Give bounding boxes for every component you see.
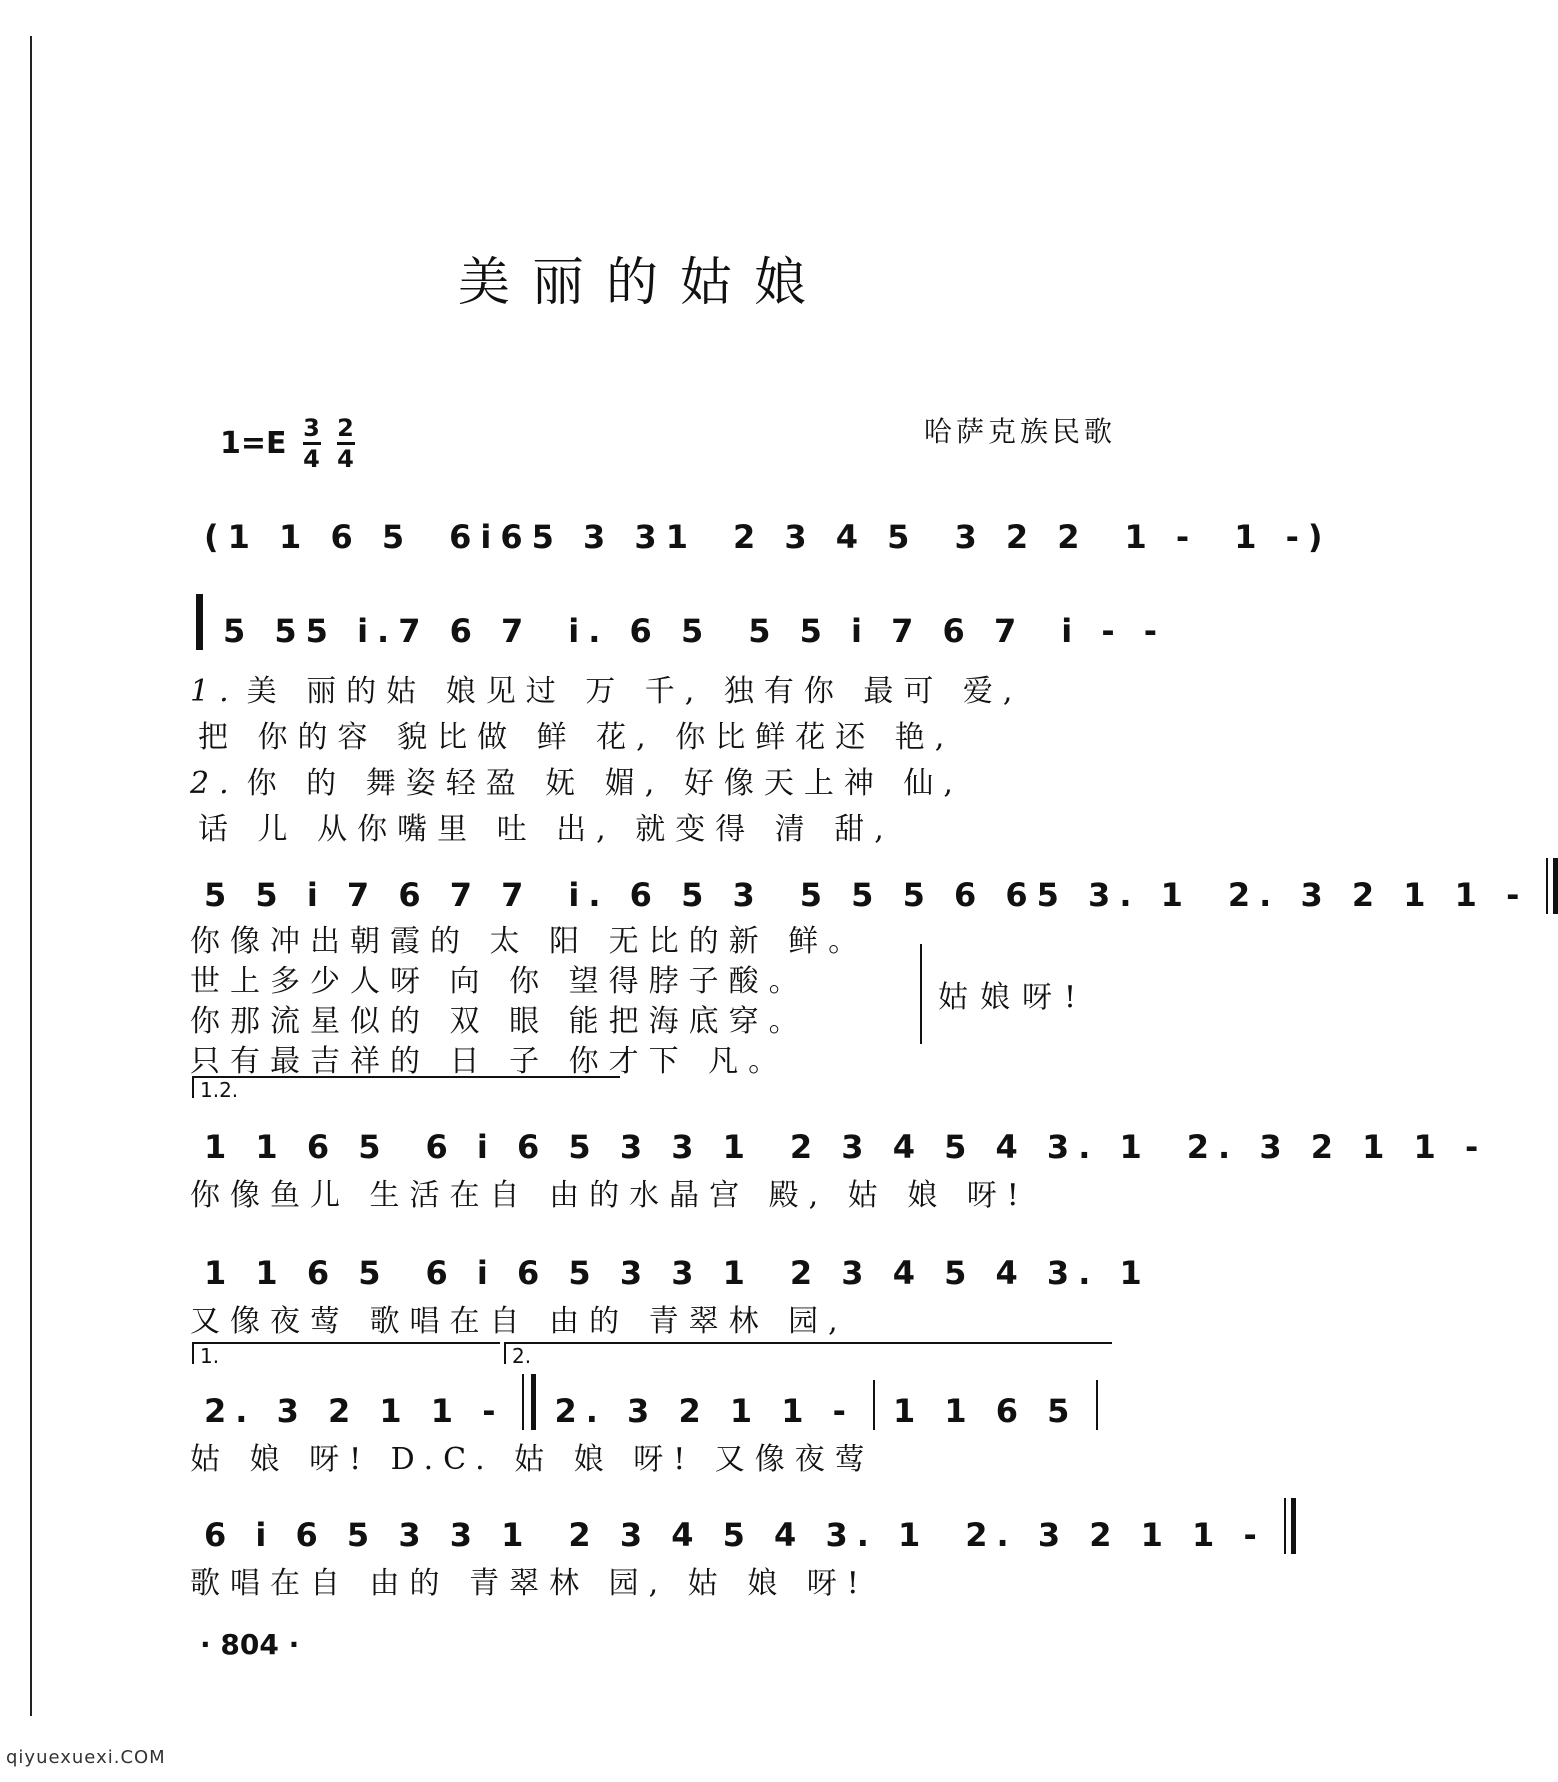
measure: 5 55 i.7 6 7 [223, 612, 533, 650]
measure: 2. 3 2 1 1 - [1227, 876, 1529, 914]
measure: 2 3 4 5 4 3. 1 [789, 1254, 1151, 1292]
measure: 6i65 3 31 [449, 518, 697, 556]
measure: i. 6 5 3 [568, 876, 764, 914]
lyric-line: 2. 你 的 舞姿轻盈 妩 媚, 好像天上神 仙, [190, 766, 963, 801]
measure: 1 1 6 5 [204, 1128, 390, 1166]
measure: 1 1 6 5 [892, 1392, 1079, 1430]
watermark: qiyuexuexi.COM [6, 1747, 166, 1768]
lyric-line: 1. 美 丽的姑 娘见过 万 千, 独有你 最可 爱, [190, 674, 1023, 709]
measure: i. 6 5 [568, 612, 713, 650]
measure: 5 5 5 6 65 3. 1 [799, 876, 1192, 914]
repeat-start [196, 594, 203, 650]
system-5 [190, 1236, 1151, 1292]
repeat-end [1546, 858, 1558, 914]
measure: 1 1 6 5 [204, 1254, 390, 1292]
lyric-line: 又像夜莺 歌唱在自 由的 青翠林 园, [190, 1304, 848, 1339]
measure: 3 2 2 [954, 518, 1089, 556]
system-1 [190, 500, 1332, 556]
system-4 [190, 1110, 1488, 1166]
lyric-line: 话 儿 从你嘴里 吐 出, 就变得 清 甜, [198, 812, 894, 847]
system-2 [190, 594, 1167, 650]
measure: 2. 3 2 1 1 - [554, 1392, 855, 1430]
system-7 [190, 1498, 1266, 1554]
measure: 2. 3 2 1 1 - [204, 1392, 505, 1430]
lyric-line: 只有最吉祥的 日 子 你才下 凡。 [190, 1044, 789, 1079]
volta-second-ending: 2. [504, 1342, 1112, 1364]
measure: 6 i 6 5 3 3 1 [425, 1254, 754, 1292]
measure: 5 5 i 7 6 7 [748, 612, 1026, 650]
measure: 1 -) [1234, 518, 1332, 556]
attribution: 哈萨克族民歌 [923, 415, 1116, 448]
key-signature [220, 416, 355, 471]
lyric-line: 把 你的容 貌比做 鲜 花, 你比鲜花还 艳, [198, 720, 955, 755]
lyric-line: 姑 娘 呀! D.C. 姑 娘 呀! 又像夜莺 [190, 1442, 875, 1477]
double-bar [522, 1374, 536, 1430]
time-signature-a: $\frac{3}{4}$ [303, 414, 320, 473]
volta-first-ending: 1. [192, 1342, 500, 1364]
refrain-box: 姑娘呀! [920, 944, 1118, 1044]
page-number: · 804 · [200, 1628, 300, 1661]
volta-bracket: 1.2. [192, 1076, 620, 1098]
measure: i - - [1061, 612, 1167, 650]
lyric-line: 歌唱在自 由的 青翠林 园, 姑 娘 呀! [190, 1566, 869, 1601]
measure: 5 5 i 7 6 7 7 [204, 876, 533, 914]
measure: (1 1 6 5 [204, 518, 414, 556]
time-signature-b: $\frac{2}{4}$ [337, 414, 354, 473]
final-bar [1284, 1498, 1296, 1554]
lyric-line: 你像鱼儿 生活在自 由的水晶宫 殿, 姑 娘 呀! [190, 1178, 1029, 1213]
song-title: 美丽的姑娘 [457, 253, 828, 313]
measure: 2 3 4 5 [732, 518, 919, 556]
measure: 1 - [1124, 518, 1199, 556]
measure: 2. 3 2 1 1 - [965, 1516, 1266, 1554]
measure: 6 i 6 5 3 3 1 [204, 1516, 533, 1554]
lyric-line: 世上多少人呀 向 你 望得脖子酸。 [190, 964, 809, 999]
measure: 2 3 4 5 4 3. 1 [568, 1516, 930, 1554]
lyric-line: 你像冲出朝霞的 太 阳 无比的新 鲜。 [190, 924, 869, 959]
key: 1=E [220, 426, 287, 461]
system-3 [190, 858, 1529, 914]
lyric-line: 你那流星似的 双 眼 能把海底穿。 [190, 1004, 809, 1039]
measure: 2 3 4 5 4 3. 1 [789, 1128, 1151, 1166]
measure: 2. 3 2 1 1 - [1186, 1128, 1488, 1166]
system-6 [190, 1374, 1130, 1430]
measure: 6 i 6 5 3 3 1 [425, 1128, 754, 1166]
